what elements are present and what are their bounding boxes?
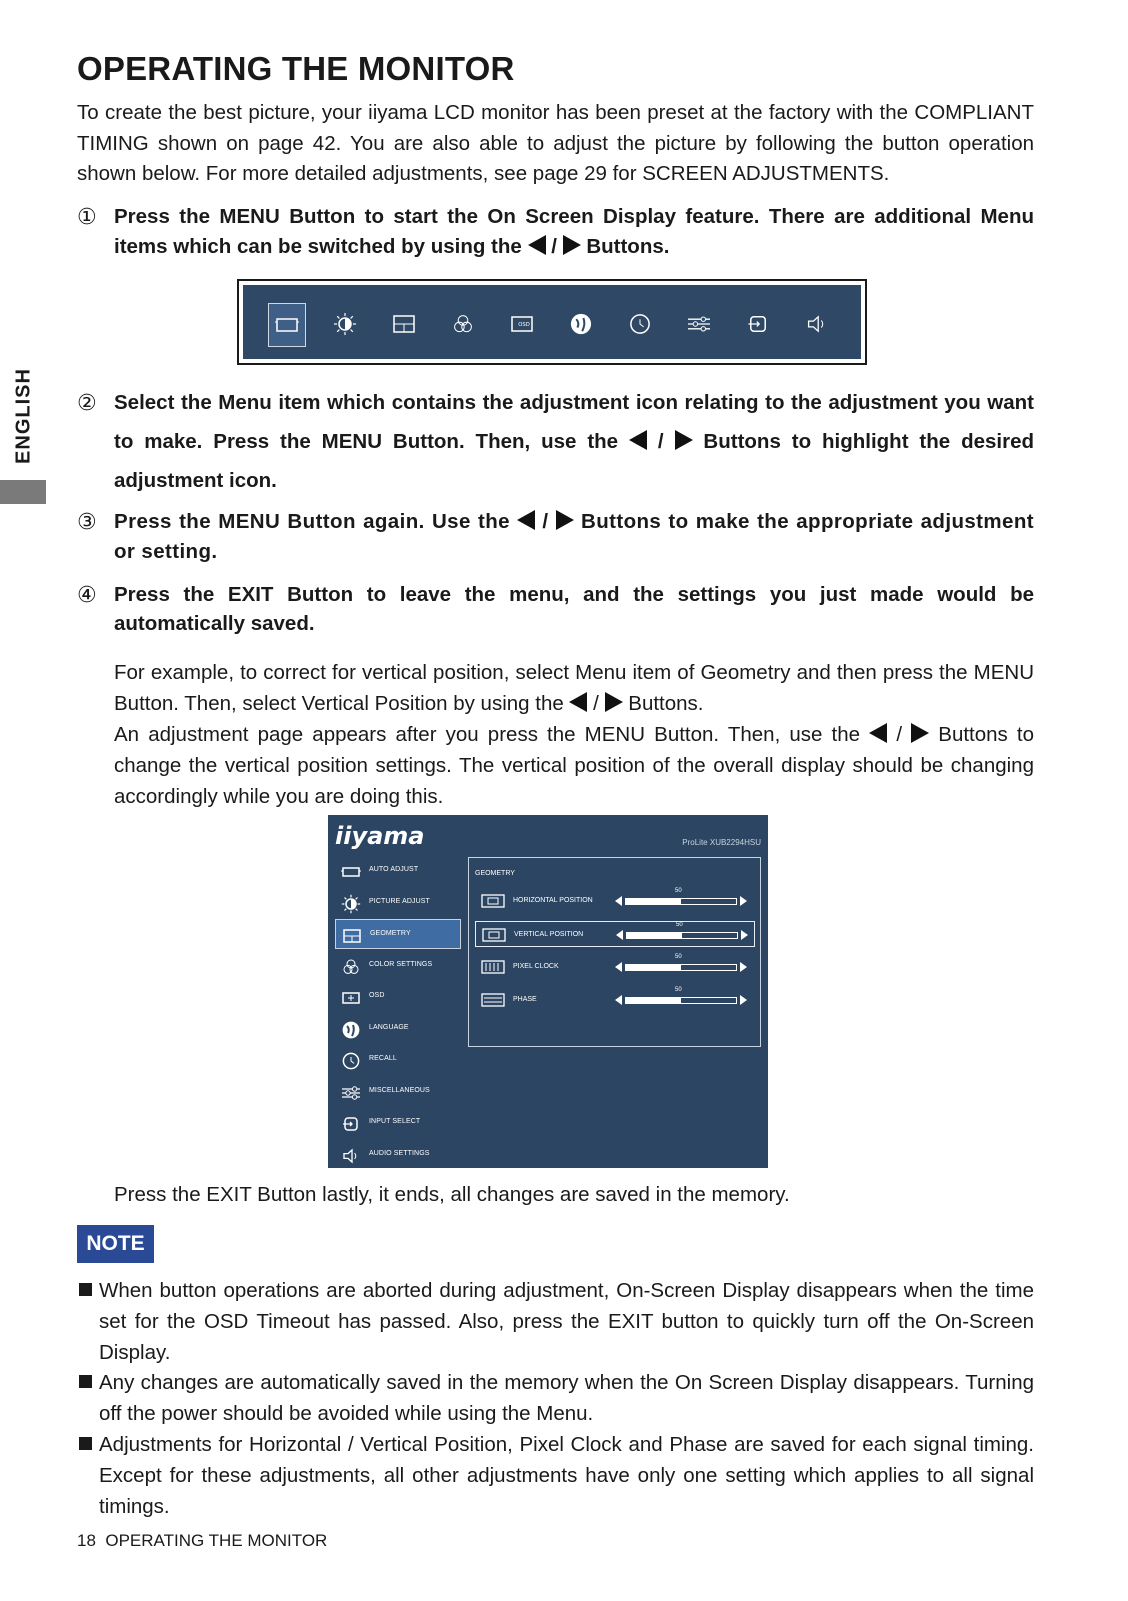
step-number: ④: [77, 582, 97, 607]
osd-menu-item: [335, 1140, 461, 1170]
osd-menu-item: [335, 919, 461, 949]
osd-menu-label: RECALL: [369, 1055, 397, 1062]
osd-geometry-screenshot: [328, 815, 768, 1168]
slash: /: [542, 510, 549, 533]
left-arrow-icon: [629, 430, 647, 450]
example-text-after: Buttons to change the vertical position settings. The vertical position of the overall display should be changing accordingly while you are doing this.: [114, 723, 1034, 808]
note-item: [77, 1275, 1034, 1368]
geometry-row: [475, 987, 755, 1013]
slider-fill: [626, 998, 681, 1003]
increase-arrow-icon: [740, 896, 747, 906]
step-1: [77, 202, 1034, 262]
note-text: When button operations are aborted during adjustment, On-Screen Display disappears when the time set for the OSD Timeout has passed. Also, press the EXIT button to quickly turn off the On-Screen Display.: [99, 1279, 1034, 1364]
osd-menu-item: [335, 1077, 461, 1107]
osd-menu-item: [335, 888, 461, 918]
value-slider: [625, 964, 737, 971]
bullet-square-icon: [79, 1283, 92, 1296]
osd-menu-label: COLOR SETTINGS: [369, 960, 433, 968]
value-slider: [626, 932, 738, 939]
footer-section: OPERATING THE MONITOR: [105, 1531, 328, 1550]
osd-menu-label: AUDIO SETTINGS: [369, 1149, 430, 1157]
language-icon: [341, 1020, 361, 1040]
slash: /: [657, 430, 664, 453]
picture-adjust-icon: [327, 303, 363, 345]
color-settings-icon: [445, 303, 481, 345]
step-number: ③: [77, 509, 98, 534]
right-arrow-icon: [605, 692, 623, 712]
step-text-after: Buttons to make the appropriate adjustment or setting.: [114, 510, 1034, 563]
left-arrow-icon: [869, 723, 887, 743]
osd-icon: [504, 303, 540, 345]
note-item: [77, 1367, 1034, 1429]
miscellaneous-icon: [681, 303, 717, 345]
decrease-arrow-icon: [615, 896, 622, 906]
step-number: ②: [77, 390, 97, 415]
osd-menu-item: [335, 951, 461, 981]
input-select-icon: [341, 1114, 361, 1134]
svg-text:OSD: OSD: [518, 322, 530, 328]
example-paragraph-2: [114, 719, 1034, 812]
step-text-after: Buttons to highlight the desired adjustment icon.: [114, 430, 1034, 492]
example-text-after: Buttons.: [628, 692, 704, 715]
audio-icon: [799, 303, 835, 345]
right-arrow-icon: [563, 235, 581, 255]
osd-menu-item: [335, 1108, 461, 1138]
step-2: [77, 383, 1034, 500]
note-item: [77, 1429, 1034, 1522]
horizontal-position-icon: [481, 893, 505, 909]
auto-adjust-icon: [341, 862, 361, 882]
step-4: [77, 580, 1034, 638]
osd-menu-label: MISCELLANEOUS: [369, 1086, 430, 1094]
slider-fill: [627, 933, 682, 938]
language-tab-bar: [0, 480, 46, 504]
panel-title: GEOMETRY: [475, 870, 515, 877]
increase-arrow-icon: [740, 962, 747, 972]
intro-paragraph: To create the best picture, your iiyama LCD monitor has been preset at the factory with the COMPLIANT TIMING shown on page 42. You are also able to adjust the picture by following the button operation shown below. For more detailed adjustments, see page 29 for SCREEN ADJUSTMENTS.: [77, 101, 1034, 185]
example-text: An adjustment page appears after you press the MENU Button. Then, use the: [114, 723, 861, 746]
bullet-square-icon: [79, 1437, 92, 1450]
example-text: For example, to correct for vertical position, select Menu item of Geometry and then press the MENU Button. Then, select Vertical Position by using the: [114, 661, 1034, 715]
audio-icon: [341, 1146, 361, 1166]
bullet-square-icon: [79, 1375, 92, 1388]
geometry-icon: [342, 926, 362, 946]
page-number: 18: [77, 1531, 96, 1550]
slider-value: 50: [675, 954, 682, 960]
value-slider: [625, 898, 737, 905]
geometry-row: [475, 921, 755, 947]
auto-adjust-icon: [268, 303, 306, 347]
decrease-arrow-icon: [615, 995, 622, 1005]
increase-arrow-icon: [740, 995, 747, 1005]
osd-menu-item: [335, 982, 461, 1012]
step-text: Press the EXIT Button to leave the menu, and the settings you just made would be automatically saved.: [114, 583, 1034, 635]
language-icon: [563, 303, 599, 345]
slider-value: 50: [675, 987, 682, 993]
osd-icon-strip: [237, 279, 867, 365]
recall-icon: [622, 303, 658, 345]
picture-adjust-icon: [341, 894, 361, 914]
page-title: OPERATING THE MONITOR: [77, 50, 515, 87]
slider-value: 50: [676, 922, 683, 928]
language-tab: ENGLISH: [12, 368, 35, 464]
slash: /: [896, 723, 903, 746]
note-text: Any changes are automatically saved in the memory when the On Screen Display disappears. Turning off the power should be avoided while using the Menu.: [99, 1371, 1034, 1425]
phase-icon: [481, 992, 505, 1008]
right-arrow-icon: [911, 723, 929, 743]
osd-menu-item: [335, 856, 461, 886]
example-paragraph-1: [114, 657, 1034, 719]
geometry-row-label: HORIZONTAL POSITION: [513, 897, 593, 904]
right-arrow-icon: [556, 510, 574, 530]
increase-arrow-icon: [741, 930, 748, 940]
pixel-clock-icon: [481, 959, 505, 975]
note-badge: NOTE: [77, 1225, 154, 1263]
step-text: Press the MENU Button again. Use the: [114, 510, 510, 533]
slider-fill: [626, 965, 681, 970]
left-arrow-icon: [528, 235, 546, 255]
geometry-row-label: VERTICAL POSITION: [514, 931, 584, 938]
step-number: ①: [77, 204, 97, 229]
slash: /: [593, 692, 599, 715]
osd-menu-item: [335, 1014, 461, 1044]
step-3: [77, 507, 1034, 567]
osd-menu-item: [335, 1045, 461, 1075]
osd-menu-label: PICTURE ADJUST: [369, 897, 430, 905]
color-settings-icon: [341, 957, 361, 977]
geometry-row: [475, 954, 755, 980]
slider-value: 50: [675, 888, 682, 894]
left-arrow-icon: [569, 692, 587, 712]
osd-menu-label: OSD: [369, 992, 385, 999]
miscellaneous-icon: [341, 1083, 361, 1103]
decrease-arrow-icon: [615, 962, 622, 972]
geometry-icon: [386, 303, 422, 345]
step-text: Select the Menu item which contains the adjustment icon relating to the adjustment you want to make. Press the MENU Button. Then, use the: [114, 391, 1034, 453]
slash: /: [551, 235, 557, 258]
osd-menu-label: INPUT SELECT: [369, 1118, 421, 1125]
recall-icon: [341, 1051, 361, 1071]
step-text-after: Buttons.: [586, 235, 670, 258]
geometry-panel: [468, 857, 761, 1047]
decrease-arrow-icon: [616, 930, 623, 940]
closing-paragraph: Press the EXIT Button lastly, it ends, all changes are saved in the memory.: [114, 1183, 790, 1206]
iiyama-logo: iiyama: [335, 822, 425, 850]
step-text: Press the MENU Button to start the On Screen Display feature. There are additional Menu items which can be switched by using the: [114, 205, 1034, 258]
slider-fill: [626, 899, 681, 904]
left-arrow-icon: [517, 510, 535, 530]
page-footer: [77, 1531, 327, 1551]
input-select-icon: [740, 303, 776, 345]
osd-menu-label: AUTO ADJUST: [369, 866, 419, 873]
geometry-row-label: PHASE: [513, 996, 537, 1003]
osd-menu-label: GEOMETRY: [370, 930, 411, 937]
right-arrow-icon: [675, 430, 693, 450]
value-slider: [625, 997, 737, 1004]
geometry-row-label: PIXEL CLOCK: [513, 963, 559, 970]
osd-icon: [341, 988, 361, 1008]
vertical-position-icon: [482, 927, 506, 943]
model-name: ProLite XUB2294HSU: [682, 838, 761, 847]
geometry-row: [475, 888, 755, 914]
note-text: Adjustments for Horizontal / Vertical Position, Pixel Clock and Phase are saved for each signal timing. Except for these adjustments, all other adjustments have only one setting which applies to all signal timings.: [99, 1433, 1034, 1518]
osd-menu-label: LANGUAGE: [369, 1023, 409, 1031]
